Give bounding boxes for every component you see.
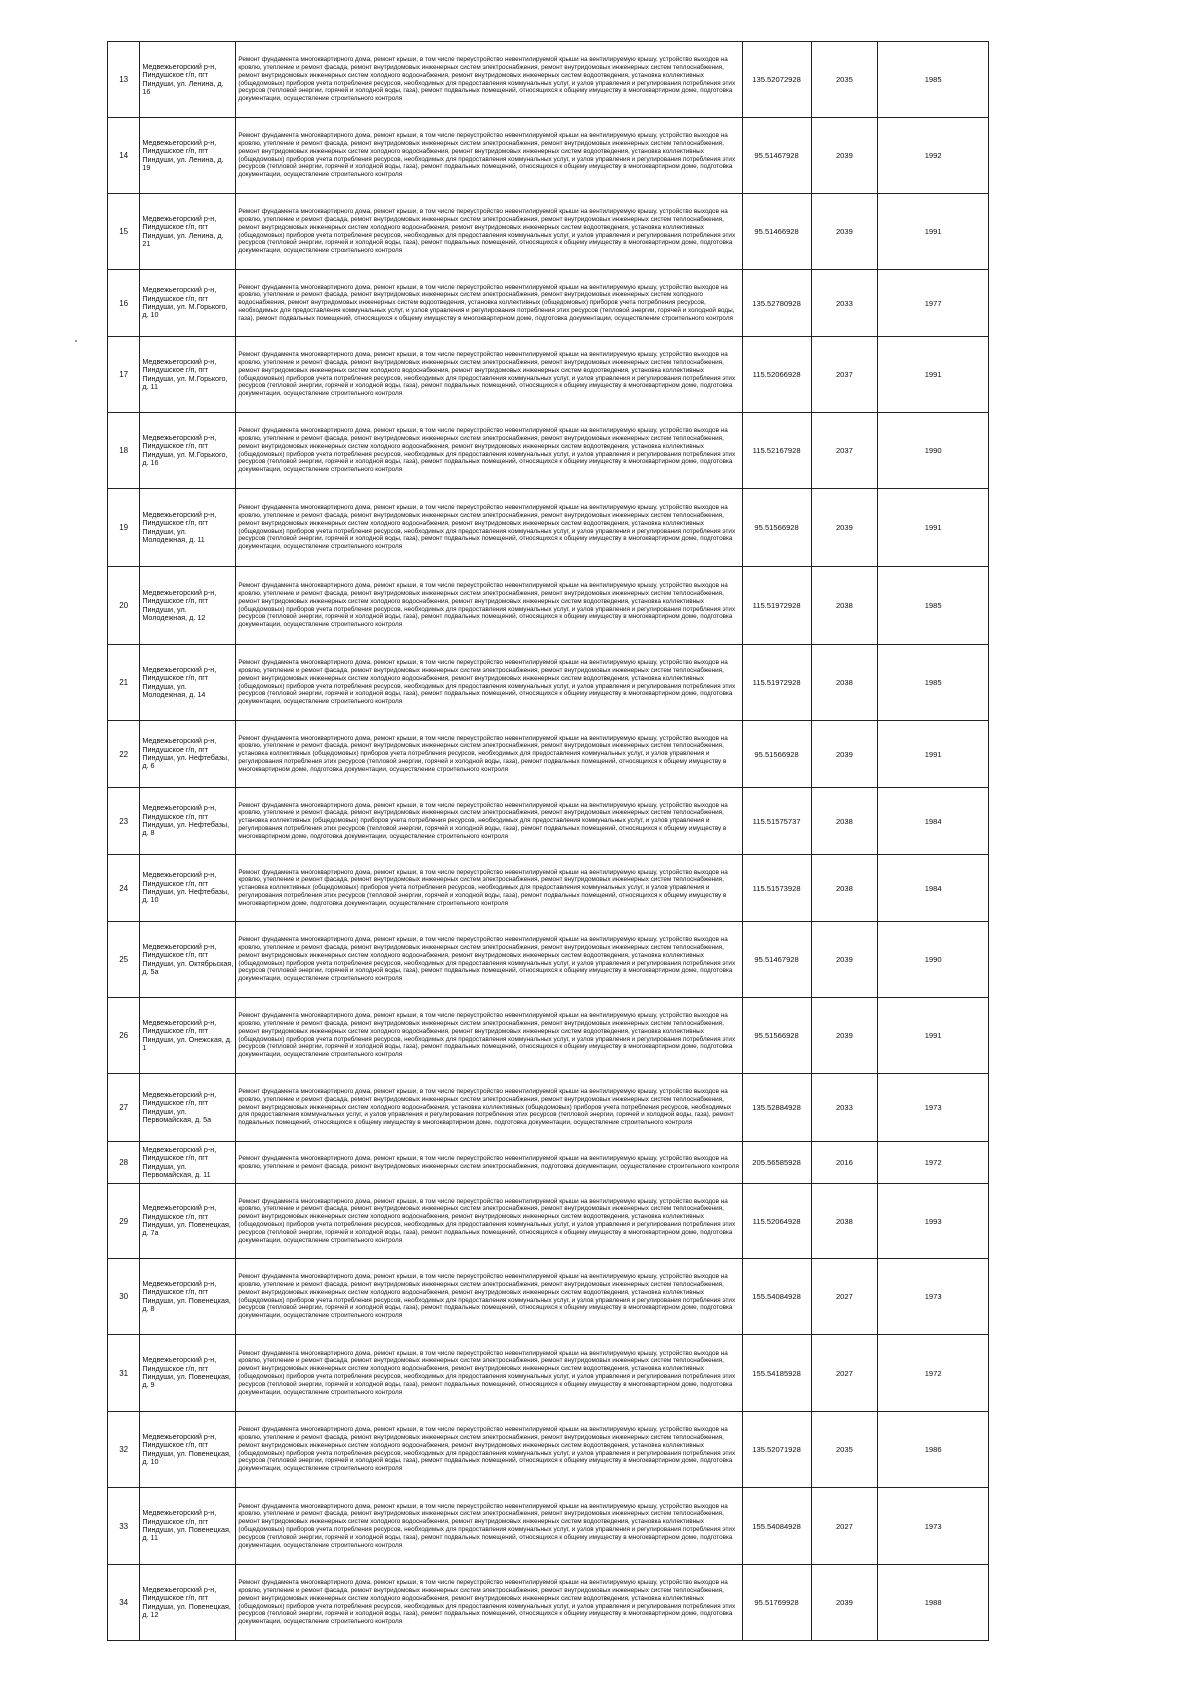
table-row: [108, 645, 989, 721]
cost-cell: 155.54084928: [742, 1488, 811, 1565]
table-row: [108, 194, 989, 270]
table-row: [108, 1488, 989, 1565]
table-row: [108, 337, 989, 413]
cost-cell: 155.54185928: [742, 1335, 811, 1412]
margin-dot: [75, 340, 77, 342]
built-year-cell: 1973: [878, 1488, 989, 1565]
built-year-cell: 1972: [878, 1335, 989, 1412]
address-cell: Медвежьегорский р-н, Пиндушское г/п, пгт Пиндуши, ул. Ленина, д. 19: [140, 118, 236, 194]
planned-year-cell: 2038: [811, 567, 878, 645]
address-cell: Медвежьегорский р-н, Пиндушское г/п, пгт Пиндуши, ул. Первомайская, д. 11: [140, 1142, 236, 1184]
built-year-cell: 1988: [878, 1565, 989, 1641]
planned-year-cell: 2038: [811, 788, 878, 855]
row-number: 20: [108, 567, 140, 645]
cost-cell: 115.51972928: [742, 645, 811, 721]
works-cell: Ремонт фундамента многоквартирного дома, ремонт крыши, в том числе переустройство невентилируемой крыши на вентилируемую крышу, устройство выходов на кровлю, утепление и ремонт фасада, ремонт внутридомовых инженерных систем электроснабжения, ремонт внутридомовых инженерных систем теплоснабжения, установка коллективных (общедомовых) приборов учета потребления ресурсов, необходимых для предоставления коммунальных услуг, и узлов управления и регулирования потребления этих ресурсов (тепловой энергии, горячей и холодной воды, газа), ремонт подвальных помещений, относящихся к общему имуществу в многоквартирном доме, подготовка документации, осуществление строительного контроля: [236, 721, 742, 788]
address-cell: Медвежьегорский р-н, Пиндушское г/п, пгт Пиндуши, ул. Повенецкая, д. 10: [140, 1412, 236, 1488]
table-row: [108, 1142, 989, 1184]
table-body: [108, 42, 989, 1641]
table-row: [108, 1184, 989, 1259]
row-number: 27: [108, 1074, 140, 1142]
table-row: [108, 413, 989, 489]
address-cell: Медвежьегорский р-н, Пиндушское г/п, пгт Пиндуши, ул. Ленина, д. 16: [140, 42, 236, 118]
cost-cell: 115.52167928: [742, 413, 811, 489]
works-cell: Ремонт фундамента многоквартирного дома, ремонт крыши, в том числе переустройство невентилируемой крыши на вентилируемую крышу, устройство выходов на кровлю, утепление и ремонт фасада, ремонт внутридомовых инженерных систем электроснабжения, ремонт внутридомовых инженерных систем теплоснабжения, ремонт внутридомовых инженерных систем холодного водоснабжения, ремонт внутридомовых инженерных систем водоотведения, установка коллективных (общедомовых) приборов учета потребления ресурсов, необходимых для предоставления коммунальных услуг, и узлов управления и регулирования потребления этих ресурсов (тепловой энергии, горячей и холодной воды, газа), ремонт подвальных помещений, относящихся к общему имуществу в многоквартирном доме, подготовка документации, осуществление строительного контроля: [236, 413, 742, 489]
table-row: [108, 855, 989, 922]
table-row: [108, 721, 989, 788]
cost-cell: 95.51566928: [742, 998, 811, 1074]
address-cell: Медвежьегорский р-н, Пиндушское г/п, пгт Пиндуши, ул. М.Горького, д. 11: [140, 337, 236, 413]
works-cell: Ремонт фундамента многоквартирного дома, ремонт крыши, в том числе переустройство невентилируемой крыши на вентилируемую крышу, устройство выходов на кровлю, утепление и ремонт фасада, ремонт внутридомовых инженерных систем электроснабжения, ремонт внутридомовых инженерных систем теплоснабжения, ремонт внутридомовых инженерных систем холодного водоснабжения, ремонт внутридомовых инженерных систем водоотведения, установка коллективных (общедомовых) приборов учета потребления ресурсов, необходимых для предоставления коммунальных услуг, и узлов управления и регулирования потребления этих ресурсов (тепловой энергии, горячей и холодной воды, газа), ремонт подвальных помещений, относящихся к общему имуществу в многоквартирном доме, подготовка документации, осуществление строительного контроля: [236, 1259, 742, 1335]
row-number: 13: [108, 42, 140, 118]
works-cell: Ремонт фундамента многоквартирного дома, ремонт крыши, в том числе переустройство невентилируемой крыши на вентилируемую крышу, устройство выходов на кровлю, утепление и ремонт фасада, ремонт внутридомовых инженерных систем электроснабжения, ремонт внутридомовых инженерных систем теплоснабжения, ремонт внутридомовых инженерных систем холодного водоснабжения, ремонт внутридомовых инженерных систем водоотведения, установка коллективных (общедомовых) приборов учета потребления ресурсов, необходимых для предоставления коммунальных услуг, и узлов управления и регулирования потребления этих ресурсов (тепловой энергии, горячей и холодной воды, газа), ремонт подвальных помещений, относящихся к общему имуществу в многоквартирном доме, подготовка документации, осуществление строительного контроля: [236, 645, 742, 721]
row-number: 26: [108, 998, 140, 1074]
works-cell: Ремонт фундамента многоквартирного дома, ремонт крыши, в том числе переустройство невентилируемой крыши на вентилируемую крышу, устройство выходов на кровлю, утепление и ремонт фасада, ремонт внутридомовых инженерных систем электроснабжения, ремонт внутридомовых инженерных систем теплоснабжения, установка коллективных (общедомовых) приборов учета потребления ресурсов, необходимых для предоставления коммунальных услуг, и узлов управления и регулирования потребления этих ресурсов (тепловой энергии, горячей и холодной воды, газа), ремонт подвальных помещений, относящихся к общему имуществу в многоквартирном доме, подготовка документации, осуществление строительного контроля: [236, 788, 742, 855]
built-year-cell: 1972: [878, 1142, 989, 1184]
built-year-cell: 1973: [878, 1259, 989, 1335]
planned-year-cell: 2039: [811, 118, 878, 194]
table-row: [108, 42, 989, 118]
cost-cell: 95.51467928: [742, 922, 811, 998]
planned-year-cell: 2035: [811, 42, 878, 118]
row-number: 31: [108, 1335, 140, 1412]
works-cell: Ремонт фундамента многоквартирного дома, ремонт крыши, в том числе переустройство невентилируемой крыши на вентилируемую крышу, устройство выходов на кровлю, утепление и ремонт фасада, ремонт внутридомовых инженерных систем электроснабжения, ремонт внутридомовых инженерных систем теплоснабжения, ремонт внутридомовых инженерных систем холодного водоснабжения, ремонт внутридомовых инженерных систем водоотведения, установка коллективных (общедомовых) приборов учета потребления ресурсов, необходимых для предоставления коммунальных услуг, и узлов управления и регулирования потребления этих ресурсов (тепловой энергии, горячей и холодной воды, газа), ремонт подвальных помещений, относящихся к общему имуществу в многоквартирном доме, подготовка документации, осуществление строительного контроля: [236, 42, 742, 118]
works-cell: Ремонт фундамента многоквартирного дома, ремонт крыши, в том числе переустройство невентилируемой крыши на вентилируемую крышу, устройство выходов на кровлю, утепление и ремонт фасада, ремонт внутридомовых инженерных систем электроснабжения, ремонт внутридомовых инженерных систем теплоснабжения, ремонт внутридомовых инженерных систем холодного водоснабжения, ремонт внутридомовых инженерных систем водоотведения, установка коллективных (общедомовых) приборов учета потребления ресурсов, необходимых для предоставления коммунальных услуг, и узлов управления и регулирования потребления этих ресурсов (тепловой энергии, горячей и холодной воды, газа), ремонт подвальных помещений, относящихся к общему имуществу в многоквартирном доме, подготовка документации, осуществление строительного контроля: [236, 1412, 742, 1488]
planned-year-cell: 2039: [811, 489, 878, 567]
works-cell: Ремонт фундамента многоквартирного дома, ремонт крыши, в том числе переустройство невентилируемой крыши на вентилируемую крышу, устройство выходов на кровлю, утепление и ремонт фасада, ремонт внутридомовых инженерных систем электроснабжения, ремонт внутридомовых инженерных систем теплоснабжения, ремонт внутридомовых инженерных систем холодного водоснабжения, ремонт внутридомовых инженерных систем водоотведения, установка коллективных (общедомовых) приборов учета потребления ресурсов, необходимых для предоставления коммунальных услуг, и узлов управления и регулирования потребления этих ресурсов (тепловой энергии, горячей и холодной воды, газа), ремонт подвальных помещений, относящихся к общему имуществу в многоквартирном доме, подготовка документации, осуществление строительного контроля: [236, 1565, 742, 1641]
address-cell: Медвежьегорский р-н, Пиндушское г/п, пгт Пиндуши, ул. Молодежная, д. 14: [140, 645, 236, 721]
built-year-cell: 1991: [878, 337, 989, 413]
address-cell: Медвежьегорский р-н, Пиндушское г/п, пгт Пиндуши, ул. Повенецкая, д. 11: [140, 1488, 236, 1565]
address-cell: Медвежьегорский р-н, Пиндушское г/п, пгт Пиндуши, ул. Онежская, д. 1: [140, 998, 236, 1074]
built-year-cell: 1991: [878, 194, 989, 270]
cost-cell: 115.52066928: [742, 337, 811, 413]
cost-cell: 95.51466928: [742, 194, 811, 270]
row-number: 34: [108, 1565, 140, 1641]
address-cell: Медвежьегорский р-н, Пиндушское г/п, пгт Пиндуши, ул. Повенецкая, д. 9: [140, 1335, 236, 1412]
cost-cell: 135.52072928: [742, 42, 811, 118]
planned-year-cell: 2038: [811, 855, 878, 922]
address-cell: Медвежьегорский р-н, Пиндушское г/п, пгт Пиндуши, ул. Октябрьская, д. 5а: [140, 922, 236, 998]
cost-cell: 95.51769928: [742, 1565, 811, 1641]
capital-repair-table: [107, 41, 989, 1641]
address-cell: Медвежьегорский р-н, Пиндушское г/п, пгт Пиндуши, ул. Первомайская, д. 5а: [140, 1074, 236, 1142]
planned-year-cell: 2016: [811, 1142, 878, 1184]
row-number: 17: [108, 337, 140, 413]
table-row: [108, 489, 989, 567]
address-cell: Медвежьегорский р-н, Пиндушское г/п, пгт Пиндуши, ул. Нефтебазы, д. 6: [140, 721, 236, 788]
works-cell: Ремонт фундамента многоквартирного дома, ремонт крыши, в том числе переустройство невентилируемой крыши на вентилируемую крышу, устройство выходов на кровлю, утепление и ремонт фасада, ремонт внутридомовых инженерных систем электроснабжения, ремонт внутридомовых инженерных систем теплоснабжения, ремонт внутридомовых инженерных систем холодного водоснабжения, ремонт внутридомовых инженерных систем водоотведения, установка коллективных (общедомовых) приборов учета потребления ресурсов, необходимых для предоставления коммунальных услуг, и узлов управления и регулирования потребления этих ресурсов (тепловой энергии, горячей и холодной воды, газа), ремонт подвальных помещений, относящихся к общему имуществу в многоквартирном доме, подготовка документации, осуществление строительного контроля: [236, 118, 742, 194]
row-number: 21: [108, 645, 140, 721]
works-cell: Ремонт фундамента многоквартирного дома, ремонт крыши, в том числе переустройство невентилируемой крыши на вентилируемую крышу, устройство выходов на кровлю, утепление и ремонт фасада, ремонт внутридомовых инженерных систем электроснабжения, ремонт внутридомовых инженерных систем теплоснабжения, ремонт внутридомовых инженерных систем холодного водоснабжения, ремонт внутридомовых инженерных систем водоотведения, установка коллективных (общедомовых) приборов учета потребления ресурсов, необходимых для предоставления коммунальных услуг, и узлов управления и регулирования потребления этих ресурсов (тепловой энергии, горячей и холодной воды, газа), ремонт подвальных помещений, относящихся к общему имуществу в многоквартирном доме, подготовка документации, осуществление строительного контроля: [236, 567, 742, 645]
row-number: 15: [108, 194, 140, 270]
built-year-cell: 1990: [878, 413, 989, 489]
cost-cell: 115.51972928: [742, 567, 811, 645]
table-row: [108, 118, 989, 194]
table-row: [108, 1074, 989, 1142]
cost-cell: 95.51566928: [742, 721, 811, 788]
cost-cell: 155.54084928: [742, 1259, 811, 1335]
works-cell: Ремонт фундамента многоквартирного дома, ремонт крыши, в том числе переустройство невентилируемой крыши на вентилируемую крышу, устройство выходов на кровлю, утепление и ремонт фасада, ремонт внутридомовых инженерных систем электроснабжения, ремонт внутридомовых инженерных систем теплоснабжения, установка коллективных (общедомовых) приборов учета потребления ресурсов, необходимых для предоставления коммунальных услуг, и узлов управления и регулирования потребления этих ресурсов (тепловой энергии, горячей и холодной воды, газа), ремонт подвальных помещений, относящихся к общему имуществу в многоквартирном доме, подготовка документации, осуществление строительного контроля: [236, 855, 742, 922]
planned-year-cell: 2037: [811, 413, 878, 489]
works-cell: Ремонт фундамента многоквартирного дома, ремонт крыши, в том числе переустройство невентилируемой крыши на вентилируемую крышу, устройство выходов на кровлю, утепление и ремонт фасада, ремонт внутридомовых инженерных систем электроснабжения, ремонт внутридомовых инженерных систем теплоснабжения, ремонт внутридомовых инженерных систем холодного водоснабжения, ремонт внутридомовых инженерных систем водоотведения, установка коллективных (общедомовых) приборов учета потребления ресурсов, необходимых для предоставления коммунальных услуг, и узлов управления и регулирования потребления этих ресурсов (тепловой энергии, горячей и холодной воды, газа), ремонт подвальных помещений, относящихся к общему имуществу в многоквартирном доме, подготовка документации, осуществление строительного контроля: [236, 998, 742, 1074]
address-cell: Медвежьегорский р-н, Пиндушское г/п, пгт Пиндуши, ул. Нефтебазы, д. 8: [140, 788, 236, 855]
planned-year-cell: 2039: [811, 998, 878, 1074]
row-number: 33: [108, 1488, 140, 1565]
address-cell: Медвежьегорский р-н, Пиндушское г/п, пгт Пиндуши, ул. Повенецкая, д. 12: [140, 1565, 236, 1641]
built-year-cell: 1992: [878, 118, 989, 194]
built-year-cell: 1986: [878, 1412, 989, 1488]
address-cell: Медвежьегорский р-н, Пиндушское г/п, пгт Пиндуши, ул. Повенецкая, д. 8: [140, 1259, 236, 1335]
row-number: 22: [108, 721, 140, 788]
table-row: [108, 998, 989, 1074]
row-number: 29: [108, 1184, 140, 1259]
planned-year-cell: 2035: [811, 1412, 878, 1488]
address-cell: Медвежьегорский р-н, Пиндушское г/п, пгт Пиндуши, ул. Нефтебазы, д. 10: [140, 855, 236, 922]
cost-cell: 135.52071928: [742, 1412, 811, 1488]
works-cell: Ремонт фундамента многоквартирного дома, ремонт крыши, в том числе переустройство невентилируемой крыши на вентилируемую крышу, устройство выходов на кровлю, утепление и ремонт фасада, ремонт внутридомовых инженерных систем электроснабжения, ремонт внутридомовых инженерных систем теплоснабжения, ремонт внутридомовых инженерных систем холодного водоснабжения, ремонт внутридомовых инженерных систем водоотведения, установка коллективных (общедомовых) приборов учета потребления ресурсов, необходимых для предоставления коммунальных услуг, и узлов управления и регулирования потребления этих ресурсов (тепловой энергии, горячей и холодной воды, газа), ремонт подвальных помещений, относящихся к общему имуществу в многоквартирном доме, подготовка документации, осуществление строительного контроля: [236, 1488, 742, 1565]
cost-cell: 135.52780928: [742, 270, 811, 337]
planned-year-cell: 2037: [811, 337, 878, 413]
table-row: [108, 1259, 989, 1335]
address-cell: Медвежьегорский р-н, Пиндушское г/п, пгт Пиндуши, ул. Молодежная, д. 11: [140, 489, 236, 567]
planned-year-cell: 2038: [811, 1184, 878, 1259]
cost-cell: 115.52064928: [742, 1184, 811, 1259]
built-year-cell: 1973: [878, 1074, 989, 1142]
built-year-cell: 1984: [878, 855, 989, 922]
built-year-cell: 1985: [878, 567, 989, 645]
row-number: 32: [108, 1412, 140, 1488]
row-number: 14: [108, 118, 140, 194]
table-row: [108, 1412, 989, 1488]
planned-year-cell: 2027: [811, 1488, 878, 1565]
planned-year-cell: 2039: [811, 194, 878, 270]
built-year-cell: 1993: [878, 1184, 989, 1259]
table-row: [108, 1335, 989, 1412]
row-number: 18: [108, 413, 140, 489]
table-row: [108, 1565, 989, 1641]
row-number: 30: [108, 1259, 140, 1335]
table-row: [108, 922, 989, 998]
built-year-cell: 1991: [878, 998, 989, 1074]
cost-cell: 115.51575737: [742, 788, 811, 855]
row-number: 19: [108, 489, 140, 567]
planned-year-cell: 2039: [811, 721, 878, 788]
planned-year-cell: 2033: [811, 270, 878, 337]
works-cell: Ремонт фундамента многоквартирного дома, ремонт крыши, в том числе переустройство невентилируемой крыши на вентилируемую крышу, устройство выходов на кровлю, утепление и ремонт фасада, ремонт внутридомовых инженерных систем электроснабжения, ремонт внутридомовых инженерных систем теплоснабжения, ремонт внутридомовых инженерных систем холодного водоснабжения, ремонт внутридомовых инженерных систем водоотведения, установка коллективных (общедомовых) приборов учета потребления ресурсов, необходимых для предоставления коммунальных услуг, и узлов управления и регулирования потребления этих ресурсов (тепловой энергии, горячей и холодной воды, газа), ремонт подвальных помещений, относящихся к общему имуществу в многоквартирном доме, подготовка документации, осуществление строительного контроля: [236, 194, 742, 270]
row-number: 28: [108, 1142, 140, 1184]
address-cell: Медвежьегорский р-н, Пиндушское г/п, пгт Пиндуши, ул. М.Горького, д. 10: [140, 270, 236, 337]
planned-year-cell: 2027: [811, 1259, 878, 1335]
works-cell: Ремонт фундамента многоквартирного дома, ремонт крыши, в том числе переустройство невентилируемой крыши на вентилируемую крышу, устройство выходов на кровлю, утепление и ремонт фасада, ремонт внутридомовых инженерных систем электроснабжения, ремонт внутридомовых инженерных систем теплоснабжения, ремонт внутридомовых инженерных систем холодного водоснабжения, ремонт внутридомовых инженерных систем водоотведения, установка коллективных (общедомовых) приборов учета потребления ресурсов, необходимых для предоставления коммунальных услуг, и узлов управления и регулирования потребления этих ресурсов (тепловой энергии, горячей и холодной воды, газа), ремонт подвальных помещений, относящихся к общему имуществу в многоквартирном доме, подготовка документации, осуществление строительного контроля: [236, 922, 742, 998]
built-year-cell: 1985: [878, 645, 989, 721]
cost-cell: 95.51566928: [742, 489, 811, 567]
row-number: 24: [108, 855, 140, 922]
address-cell: Медвежьегорский р-н, Пиндушское г/п, пгт Пиндуши, ул. Повенецкая, д. 7а: [140, 1184, 236, 1259]
planned-year-cell: 2038: [811, 645, 878, 721]
address-cell: Медвежьегорский р-н, Пиндушское г/п, пгт Пиндуши, ул. М.Горького, д. 16: [140, 413, 236, 489]
cost-cell: 205.56585928: [742, 1142, 811, 1184]
works-cell: Ремонт фундамента многоквартирного дома, ремонт крыши, в том числе переустройство невентилируемой крыши на вентилируемую крышу, устройство выходов на кровлю, утепление и ремонт фасада, ремонт внутридомовых инженерных систем электроснабжения, ремонт внутридомовых инженерных систем теплоснабжения, ремонт внутридомовых инженерных систем холодного водоснабжения, установка коллективных (общедомовых) приборов учета потребления ресурсов, необходимых для предоставления коммунальных услуг, и узлов управления и регулирования потребления этих ресурсов (тепловой энергии, горячей и холодной воды, газа), ремонт подвальных помещений, относящихся к общему имуществу в многоквартирном доме, подготовка документации, осуществление строительного контроля: [236, 1074, 742, 1142]
works-cell: Ремонт фундамента многоквартирного дома, ремонт крыши, в том числе переустройство невентилируемой крыши на вентилируемую крышу, устройство выходов на кровлю, утепление и ремонт фасада, ремонт внутридомовых инженерных систем электроснабжения, подготовка документации, осуществление строительного контроля: [236, 1142, 742, 1184]
table-row: [108, 270, 989, 337]
built-year-cell: 1990: [878, 922, 989, 998]
planned-year-cell: 2033: [811, 1074, 878, 1142]
address-cell: Медвежьегорский р-н, Пиндушское г/п, пгт Пиндуши, ул. Молодежная, д. 12: [140, 567, 236, 645]
cost-cell: 95.51467928: [742, 118, 811, 194]
built-year-cell: 1991: [878, 489, 989, 567]
cost-cell: 135.52884928: [742, 1074, 811, 1142]
built-year-cell: 1985: [878, 42, 989, 118]
table-row: [108, 788, 989, 855]
works-cell: Ремонт фундамента многоквартирного дома, ремонт крыши, в том числе переустройство невентилируемой крыши на вентилируемую крышу, устройство выходов на кровлю, утепление и ремонт фасада, ремонт внутридомовых инженерных систем электроснабжения, ремонт внутридомовых инженерных систем теплоснабжения, ремонт внутридомовых инженерных систем холодного водоснабжения, ремонт внутридомовых инженерных систем водоотведения, установка коллективных (общедомовых) приборов учета потребления ресурсов, необходимых для предоставления коммунальных услуг, и узлов управления и регулирования потребления этих ресурсов (тепловой энергии, горячей и холодной воды, газа), ремонт подвальных помещений, относящихся к общему имуществу в многоквартирном доме, подготовка документации, осуществление строительного контроля: [236, 489, 742, 567]
built-year-cell: 1984: [878, 788, 989, 855]
row-number: 25: [108, 922, 140, 998]
row-number: 23: [108, 788, 140, 855]
works-cell: Ремонт фундамента многоквартирного дома, ремонт крыши, в том числе переустройство невентилируемой крыши на вентилируемую крышу, устройство выходов на кровлю, утепление и ремонт фасада, ремонт внутридомовых инженерных систем электроснабжения, ремонт внутридомовых инженерных систем теплоснабжения, ремонт внутридомовых инженерных систем холодного водоснабжения, ремонт внутридомовых инженерных систем водоотведения, установка коллективных (общедомовых) приборов учета потребления ресурсов, необходимых для предоставления коммунальных услуг, и узлов управления и регулирования потребления этих ресурсов (тепловой энергии, горячей и холодной воды, газа), ремонт подвальных помещений, относящихся к общему имуществу в многоквартирном доме, подготовка документации, осуществление строительного контроля: [236, 337, 742, 413]
row-number: 16: [108, 270, 140, 337]
works-cell: Ремонт фундамента многоквартирного дома, ремонт крыши, в том числе переустройство невентилируемой крыши на вентилируемую крышу, устройство выходов на кровлю, утепление и ремонт фасада, ремонт внутридомовых инженерных систем электроснабжения, ремонт внутридомовых инженерных систем теплоснабжения, ремонт внутридомовых инженерных систем холодного водоснабжения, ремонт внутридомовых инженерных систем водоотведения, установка коллективных (общедомовых) приборов учета потребления ресурсов, необходимых для предоставления коммунальных услуг, и узлов управления и регулирования потребления этих ресурсов (тепловой энергии, горячей и холодной воды, газа), ремонт подвальных помещений, относящихся к общему имуществу в многоквартирном доме, подготовка документации, осуществление строительного контроля: [236, 1184, 742, 1259]
planned-year-cell: 2027: [811, 1335, 878, 1412]
built-year-cell: 1977: [878, 270, 989, 337]
address-cell: Медвежьегорский р-н, Пиндушское г/п, пгт Пиндуши, ул. Ленина, д. 21: [140, 194, 236, 270]
works-cell: Ремонт фундамента многоквартирного дома, ремонт крыши, в том числе переустройство невентилируемой крыши на вентилируемую крышу, устройство выходов на кровлю, утепление и ремонт фасада, ремонт внутридомовых инженерных систем электроснабжения, ремонт внутридомовых инженерных систем холодного водоснабжения, ремонт внутридомовых инженерных систем водоотведения, установка коллективных (общедомовых) приборов учета потребления ресурсов, необходимых для предоставления коммунальных услуг, и узлов управления и регулирования потребления этих ресурсов (тепловой энергии, горячей и холодной воды, газа), ремонт подвальных помещений, относящихся к общему имуществу в многоквартирном доме, подготовка документации, осуществление строительного контроля: [236, 270, 742, 337]
planned-year-cell: 2039: [811, 1565, 878, 1641]
works-cell: Ремонт фундамента многоквартирного дома, ремонт крыши, в том числе переустройство невентилируемой крыши на вентилируемую крышу, устройство выходов на кровлю, утепление и ремонт фасада, ремонт внутридомовых инженерных систем электроснабжения, ремонт внутридомовых инженерных систем теплоснабжения, ремонт внутридомовых инженерных систем холодного водоснабжения, ремонт внутридомовых инженерных систем водоотведения, установка коллективных (общедомовых) приборов учета потребления ресурсов, необходимых для предоставления коммунальных услуг, и узлов управления и регулирования потребления этих ресурсов (тепловой энергии, горячей и холодной воды, газа), ремонт подвальных помещений, относящихся к общему имуществу в многоквартирном доме, подготовка документации, осуществление строительного контроля: [236, 1335, 742, 1412]
built-year-cell: 1991: [878, 721, 989, 788]
cost-cell: 115.51573928: [742, 855, 811, 922]
planned-year-cell: 2039: [811, 922, 878, 998]
table-row: [108, 567, 989, 645]
document-page: [107, 41, 989, 1641]
